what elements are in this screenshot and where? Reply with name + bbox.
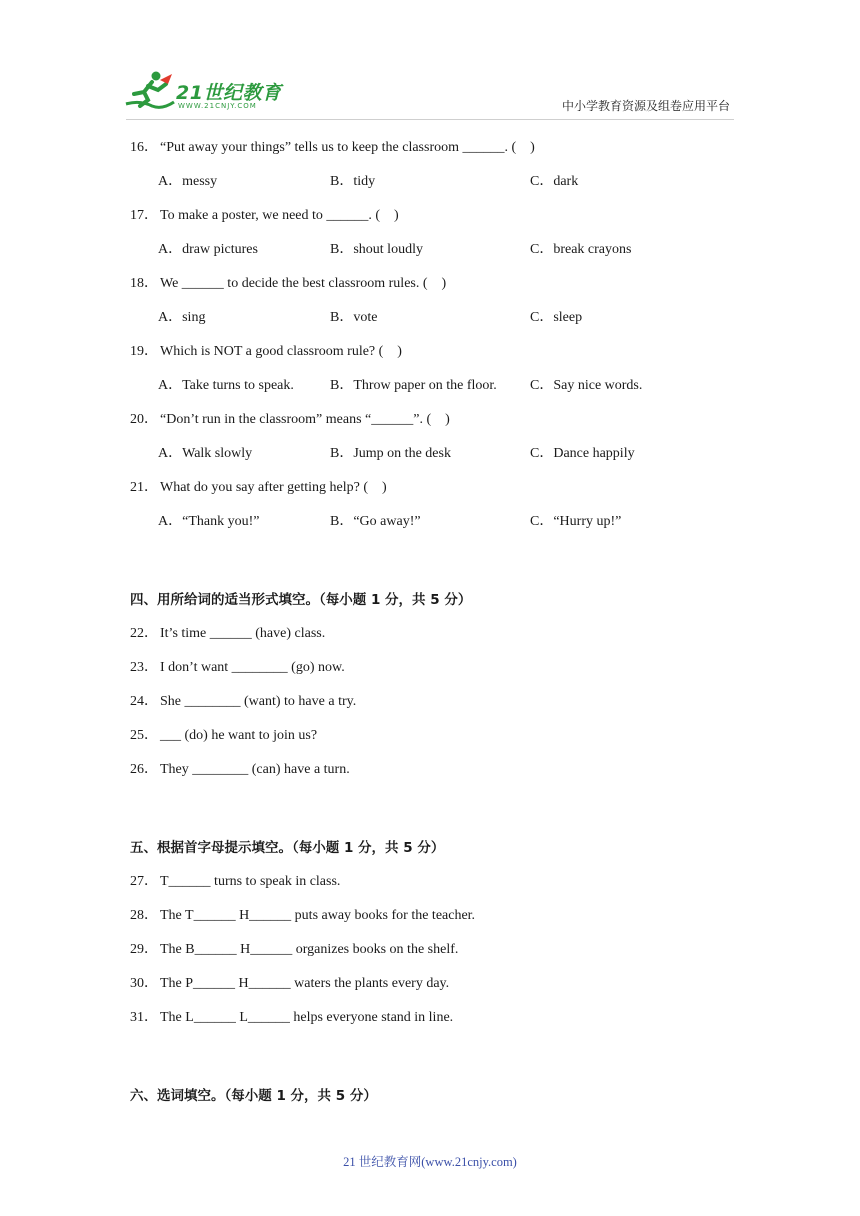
option-b: B．vote — [330, 310, 378, 325]
logo-url: WWW.21CNJY.COM — [178, 102, 257, 110]
logo-text: 21世纪教育 — [176, 82, 282, 104]
question-26: 26． They ________ (can) have a turn. — [130, 762, 350, 777]
question-18: 18． We ______ to decide the best classroom rules. ( ) — [130, 276, 447, 291]
question-20: 20． “Don’t run in the classroom” means “______”. ( ) — [130, 412, 450, 427]
question-24: 24． She ________ (want) to have a try. — [130, 694, 357, 709]
option-c: C．dark — [530, 174, 579, 189]
question-22: 22． It’s time ______ (have) class. — [130, 626, 326, 641]
site-logo — [122, 70, 292, 116]
option-b: B．Throw paper on the floor. — [330, 378, 497, 393]
option-a: A．messy — [158, 174, 218, 189]
options-21 — [130, 510, 740, 544]
options-16 — [130, 170, 740, 204]
option-c: C．“Hurry up!” — [530, 514, 622, 529]
option-b: B．Jump on the desk — [330, 446, 451, 461]
header-divider — [126, 119, 734, 120]
section-4-title: 四、用所给词的适当形式填空。（每小题 1 分，共 5 分） — [130, 592, 472, 608]
option-b: B．“Go away!” — [330, 514, 421, 529]
question-30: 30． The P______ H______ waters the plants every day. — [130, 976, 450, 991]
question-28: 28． The T______ H______ puts away books for the teacher. — [130, 908, 476, 923]
section-6-title: 六、选词填空。（每小题 1 分，共 5 分） — [130, 1088, 377, 1104]
option-a: A．sing — [158, 310, 206, 325]
option-c: C．sleep — [530, 310, 583, 325]
runner-logo-icon — [122, 70, 178, 114]
worksheet-content — [130, 136, 740, 1118]
options-19 — [130, 374, 740, 408]
option-b: B．shout loudly — [330, 242, 423, 257]
option-a: A．draw pictures — [158, 242, 258, 257]
options-17 — [130, 238, 740, 272]
option-c: C．Dance happily — [530, 446, 635, 461]
question-29: 29． The B______ H______ organizes books on the shelf. — [130, 942, 459, 957]
question-17: 17． To make a poster, we need to ______. ( ) — [130, 208, 399, 223]
option-c: C．break crayons — [530, 242, 632, 257]
page-header — [122, 70, 734, 120]
options-20 — [130, 442, 740, 476]
question-16: 16． “Put away your things” tells us to keep the classroom ______. ( ) — [130, 140, 535, 155]
section-5-title: 五、根据首字母提示填空。（每小题 1 分，共 5 分） — [130, 840, 445, 856]
option-a: A．Walk slowly — [158, 446, 253, 461]
question-31: 31． The L______ L______ helps everyone stand in line. — [130, 1010, 454, 1025]
question-23: 23． I don’t want ________ (go) now. — [130, 660, 345, 675]
question-25: 25． ___ (do) he want to join us? — [130, 728, 318, 743]
question-27: 27． T______ turns to speak in class. — [130, 874, 341, 889]
option-a: A．Take turns to speak. — [158, 378, 294, 393]
platform-name: 中小学教育资源及组卷应用平台 — [561, 99, 730, 113]
option-b: B．tidy — [330, 174, 376, 189]
question-21: 21． What do you say after getting help? ( ) — [130, 480, 387, 495]
question-19: 19． Which is NOT a good classroom rule? ( ) — [130, 344, 402, 359]
option-a: A．“Thank you!” — [158, 514, 260, 529]
page-footer: 21 世纪教育网(www.21cnjy.com) — [343, 1155, 517, 1169]
options-18 — [130, 306, 740, 340]
option-c: C．Say nice words. — [530, 378, 643, 393]
